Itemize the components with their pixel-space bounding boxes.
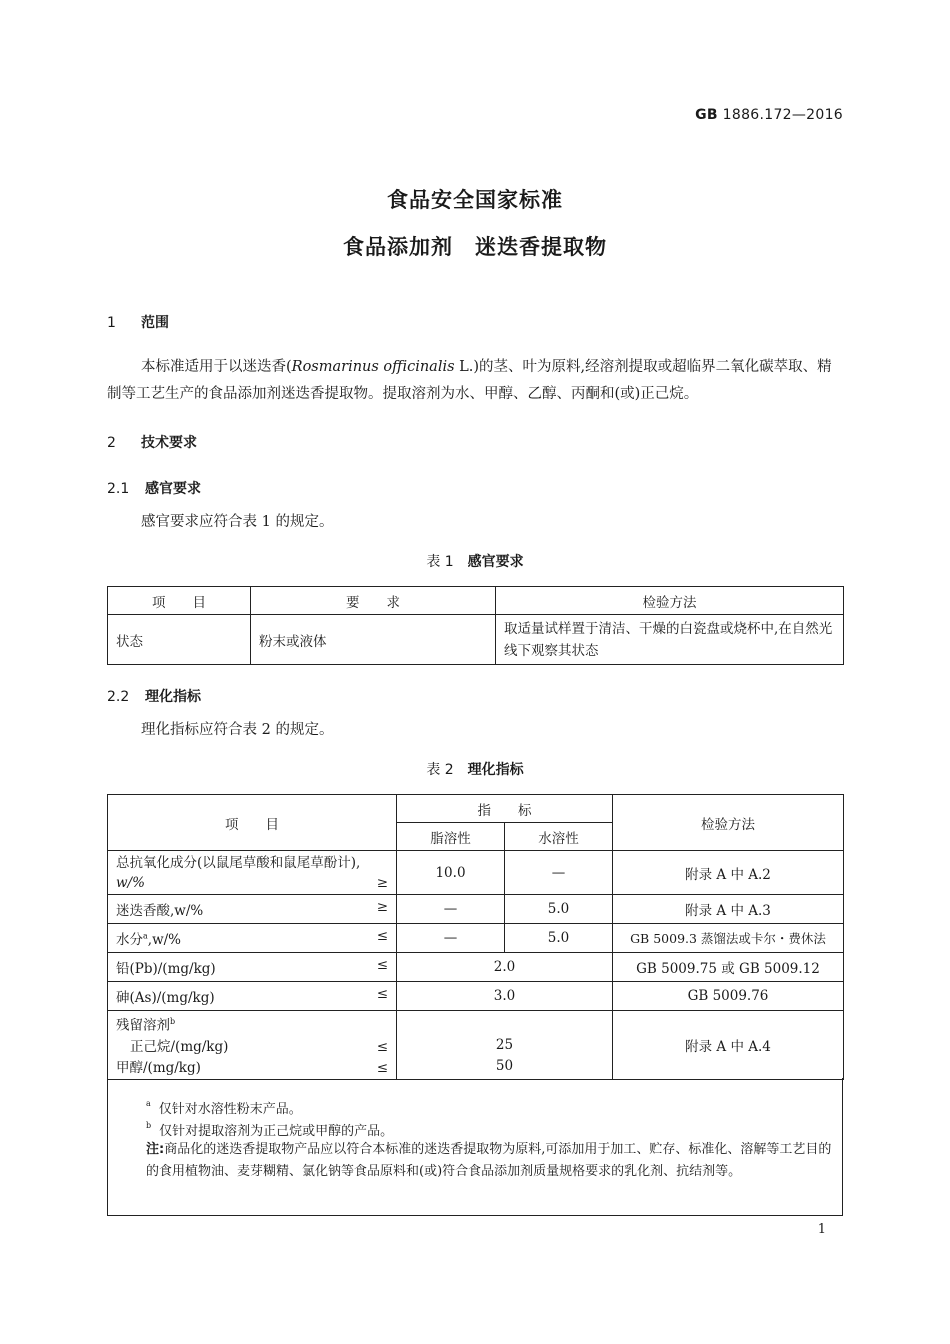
footnote-mark: a <box>143 931 148 941</box>
latin-name: Rosmarinus officinalis <box>291 359 455 375</box>
table-row <box>108 924 844 953</box>
compare-sign: ≤ <box>376 986 388 1002</box>
compare-sign: ≥ <box>376 874 388 891</box>
row-item-unit: w/% <box>116 874 145 891</box>
section-2-2-heading <box>107 686 201 706</box>
footnote-mark: b <box>146 1120 152 1130</box>
footnote-mark: a <box>146 1098 151 1108</box>
standard-code <box>695 107 843 123</box>
row-item-text: 残留溶剂 <box>116 1017 170 1034</box>
method: 附录 A 中 A.3 <box>613 895 844 924</box>
footnote-mark: b <box>170 1017 176 1026</box>
section-title: 技术要求 <box>141 435 197 451</box>
value-both: 2.0 <box>397 953 613 982</box>
table-2-header-method: 检验方法 <box>613 795 844 851</box>
compare-sign: ≤ <box>376 957 388 973</box>
section-number: 1 <box>107 315 116 331</box>
section-1-paragraph <box>107 354 843 408</box>
method: GB 5009.76 <box>613 982 844 1011</box>
section-2-heading <box>107 432 197 452</box>
row-item-text: 铅(Pb)/(mg/kg) <box>116 961 216 977</box>
table-2 <box>107 794 844 1080</box>
compare-sign: ≤ <box>376 928 388 944</box>
table-1-cell-item: 状态 <box>108 615 251 665</box>
section-2-2-text: 理化指标应符合表 2 的规定。 <box>141 722 334 738</box>
compare-sign: ≤ <box>376 1038 388 1055</box>
footnote-text: 仅针对水溶性粉末产品。 <box>158 1102 302 1117</box>
caption-number: 表 2 <box>426 762 454 778</box>
table-1-caption <box>0 551 950 571</box>
table-1-header-method: 检验方法 <box>496 587 844 615</box>
note-label: 注: <box>146 1142 165 1157</box>
caption-number: 表 1 <box>426 554 454 570</box>
table-2-header-index: 指 标 <box>397 795 613 823</box>
value-fat: 10.0 <box>397 851 505 895</box>
document-title-main: 食品安全国家标准 <box>387 188 563 212</box>
table-row <box>108 895 844 924</box>
standard-code-number: 1886.172—2016 <box>722 107 843 123</box>
compare-sign: ≥ <box>376 899 388 915</box>
footnote-b <box>146 1120 393 1139</box>
row-item <box>108 924 397 953</box>
row-item <box>108 1011 397 1080</box>
row-item <box>108 982 397 1011</box>
method: GB 5009.3 蒸馏法或卡尔・费休法 <box>613 924 844 953</box>
section-title: 理化指标 <box>145 689 201 705</box>
table-2-header-fat-soluble: 脂溶性 <box>397 823 505 851</box>
row-item-text: 总抗氧化成分(以鼠尾草酸和鼠尾草酚计), <box>116 854 361 871</box>
caption-title: 感官要求 <box>467 554 524 570</box>
value: 50 <box>495 1057 514 1074</box>
compare-sign: ≤ <box>376 1059 388 1076</box>
table-1 <box>107 586 844 665</box>
method: GB 5009.75 或 GB 5009.12 <box>613 953 844 982</box>
value-fat: — <box>397 895 505 924</box>
value-water: 5.0 <box>505 895 613 924</box>
section-2-1-text: 感官要求应符合表 1 的规定。 <box>141 514 334 530</box>
page-number: 1 <box>817 1222 826 1237</box>
value-both: 3.0 <box>397 982 613 1011</box>
value-both <box>397 1011 613 1080</box>
sub-item: 甲醇/(mg/kg) <box>116 1059 201 1076</box>
section-number: 2.2 <box>107 689 130 705</box>
table-1-cell-method: 取适量试样置于清洁、干燥的白瓷盘或烧杯中,在自然光线下观察其状态 <box>496 615 844 665</box>
method: 附录 A 中 A.2 <box>613 851 844 895</box>
section-2-1-heading <box>107 478 201 498</box>
section-1-heading <box>107 312 169 332</box>
table-1-cell-requirement: 粉末或液体 <box>251 615 496 665</box>
section-title: 感官要求 <box>145 481 201 497</box>
table-note <box>146 1139 836 1183</box>
table-1-header-requirement: 要 求 <box>251 587 496 615</box>
table-2-header-water-soluble: 水溶性 <box>505 823 613 851</box>
note-text: 商品化的迷迭香提取物产品应以符合本标准的迷迭香提取物为原料,可添加用于加工、贮存、标准化、溶解等工艺目的的食用植物油、麦芽糊精、氯化钠等食品原料和(或)符合食品添加剂质量规格要求的乳化剂、抗结剂等。 <box>146 1142 832 1179</box>
section-number: 2.1 <box>107 481 130 497</box>
table-2-caption <box>0 759 950 779</box>
value-water: 5.0 <box>505 924 613 953</box>
section-title: 范围 <box>141 315 169 331</box>
value-water: — <box>505 851 613 895</box>
table-row <box>108 851 844 895</box>
row-item-text: 砷(As)/(mg/kg) <box>116 990 215 1006</box>
footnote-text: 仅针对提取溶剂为正己烷或甲醇的产品。 <box>159 1124 394 1139</box>
caption-title: 理化指标 <box>467 762 524 778</box>
row-item-text: 水分 <box>116 932 143 948</box>
row-item <box>108 953 397 982</box>
table-2-footnotes <box>107 1078 843 1216</box>
section-number: 2 <box>107 435 116 451</box>
sub-item: 正己烷/(mg/kg) <box>130 1038 229 1055</box>
table-1-header-item: 项 目 <box>108 587 251 615</box>
para-part: 本标准适用于以迷迭香( <box>141 359 292 375</box>
table-2-header-item: 项 目 <box>108 795 397 851</box>
table-row <box>108 953 844 982</box>
standard-code-prefix: GB <box>695 107 718 123</box>
document-title-sub: 食品添加剂 迷迭香提取物 <box>343 235 607 259</box>
table-row <box>108 982 844 1011</box>
para-part: L.)的茎、叶为原料,经溶剂提取或超临界二氧化碳萃取、精制等工艺生产的食品添加剂迷迭香提取物。提取溶剂为水、甲醇、乙醇、丙酮和(或)正己烷。 <box>107 359 832 402</box>
table-row-residual <box>108 1011 844 1080</box>
row-item-unit: ,w/% <box>147 932 182 948</box>
row-item <box>108 851 397 895</box>
row-item <box>108 895 397 924</box>
value-fat: — <box>397 924 505 953</box>
footnote-a <box>146 1098 302 1117</box>
method: 附录 A 中 A.4 <box>613 1011 844 1080</box>
row-item-text: 迷迭香酸,w/% <box>116 903 204 919</box>
value: 25 <box>495 1036 514 1053</box>
